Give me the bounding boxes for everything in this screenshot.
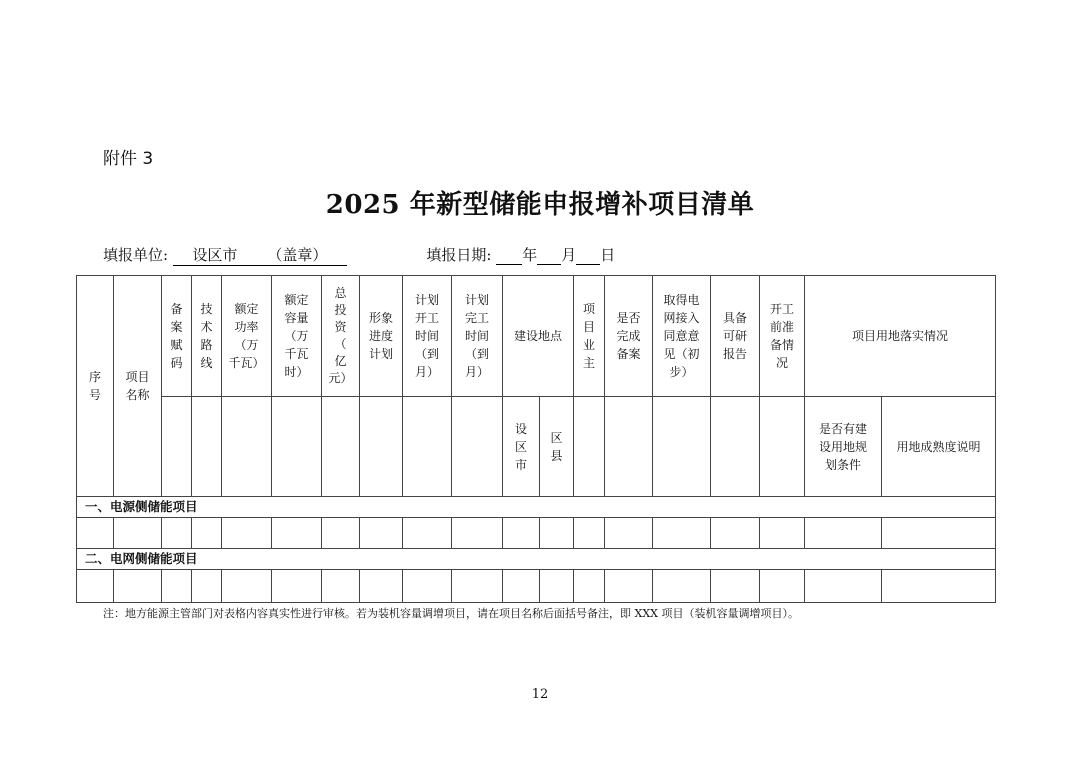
- th-city: 设 区 市: [503, 397, 540, 497]
- header-row-1: [77, 276, 996, 397]
- empty-cell: [711, 397, 760, 497]
- month-label: 月: [561, 246, 577, 264]
- th-feasibility: 具备 可研 报告: [711, 276, 760, 397]
- th-progress-plan: 形象 进度 计划: [360, 276, 403, 397]
- empty-cell: [653, 397, 711, 497]
- empty-cell: [272, 397, 322, 497]
- fill-date-label: 填报日期:: [426, 246, 492, 264]
- section-power-side: 一、电源侧储能项目: [77, 497, 996, 518]
- fill-unit-value: 设区市: [192, 246, 238, 264]
- section-row: [77, 497, 996, 518]
- th-planned-start: 计划 开工 时间 （到 月）: [403, 276, 452, 397]
- empty-cell: [574, 397, 605, 497]
- empty-cell: [322, 397, 360, 497]
- empty-cell: [403, 397, 452, 497]
- th-planned-finish: 计划 完工 时间 （到 月）: [452, 276, 503, 397]
- th-name: 项目 名称: [114, 276, 162, 497]
- th-tech-route: 技 术 路 线: [192, 276, 222, 397]
- table-row: [77, 570, 996, 603]
- table-row: [77, 518, 996, 549]
- attachment-label: 附件 3: [103, 149, 154, 169]
- th-seq: 序 号: [77, 276, 114, 497]
- fill-unit-field: [173, 244, 347, 266]
- empty-cell: [222, 397, 272, 497]
- empty-cell: [192, 397, 222, 497]
- th-preparation: 开工 前准 备情 况: [760, 276, 805, 397]
- empty-cell: [605, 397, 653, 497]
- header-row-2: [77, 397, 996, 497]
- empty-cell: [760, 397, 805, 497]
- year-blank: [496, 246, 522, 265]
- day-blank: [576, 246, 600, 265]
- th-filing-code: 备 案 赋 码: [162, 276, 192, 397]
- document-title: 2025 年新型储能申报增补项目清单: [325, 190, 755, 220]
- th-land-status: 项目用地落实情况: [805, 276, 996, 397]
- day-label: 日: [600, 246, 616, 264]
- th-land-maturity: 用地成熟度说明: [882, 397, 996, 497]
- month-blank: [537, 246, 561, 265]
- th-county: 区 县: [540, 397, 574, 497]
- year-label: 年: [522, 246, 538, 264]
- th-investment: 总 投 资 （ 亿 元）: [322, 276, 360, 397]
- th-filed: 是否 完成 备案: [605, 276, 653, 397]
- th-rated-power: 额定 功率 （万 千瓦）: [222, 276, 272, 397]
- th-location: 建设地点: [503, 276, 574, 397]
- project-list-table: [76, 275, 996, 603]
- page-number: 12: [531, 687, 549, 702]
- section-row: [77, 549, 996, 570]
- th-rated-capacity: 额定 容量 （万 千瓦 时）: [272, 276, 322, 397]
- section-grid-side: 二、电网侧储能项目: [77, 549, 996, 570]
- th-owner: 项 目 业 主: [574, 276, 605, 397]
- empty-cell: [162, 397, 192, 497]
- th-grid-access: 取得电 网接入 同意意 见（初 步）: [653, 276, 711, 397]
- empty-cell: [360, 397, 403, 497]
- fill-info-row: [103, 244, 615, 266]
- table-note: 注：地方能源主管部门对表格内容真实性进行审核。若为装机容量调增项目，请在项目名称后面括号备注，即 XXX 项目（装机容量调增项目）。: [103, 607, 799, 620]
- th-land-planning: 是否有建 设用地规 划条件: [805, 397, 882, 497]
- fill-unit-label: 填报单位:: [103, 246, 169, 264]
- fill-seal: （盖章）: [267, 246, 328, 264]
- empty-cell: [452, 397, 503, 497]
